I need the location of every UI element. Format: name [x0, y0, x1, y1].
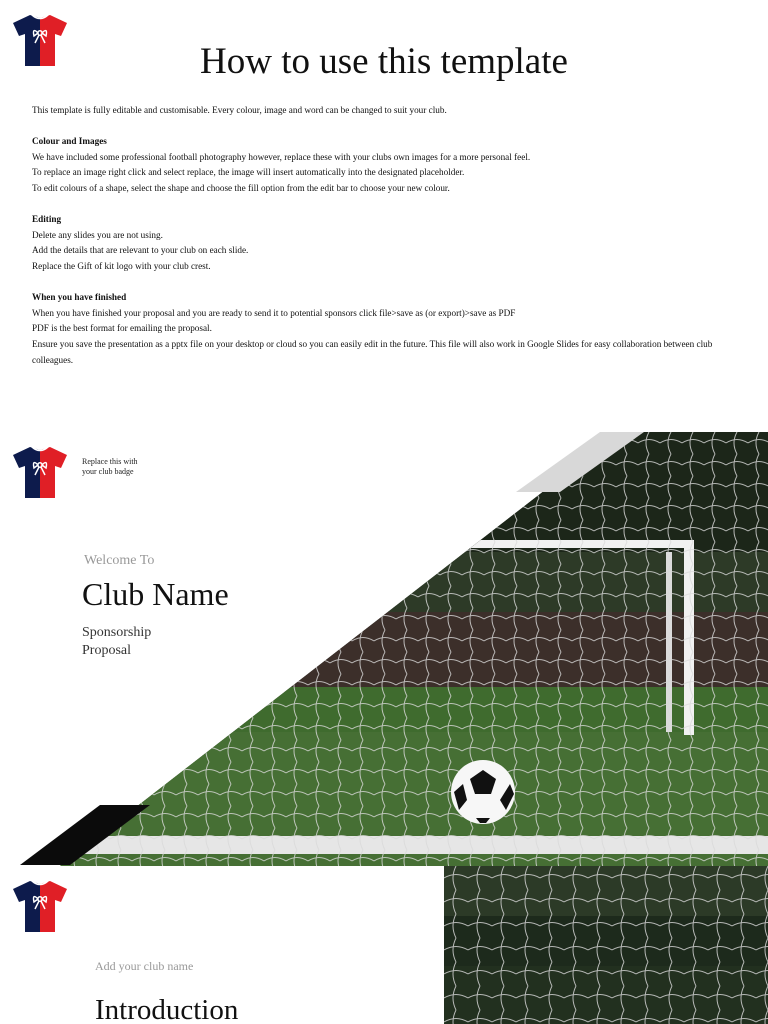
badge-hint: Replace this with your club badge — [82, 457, 138, 476]
sponsorship-text: Sponsorship — [82, 625, 152, 640]
body-line: Add the details that are relevant to your club on each slide. — [32, 245, 249, 256]
body-line: We have included some professional football photography however, replace these with your clubs own images for a more personal feel. — [32, 151, 531, 162]
tshirt-logo-icon — [10, 878, 70, 934]
page-title: How to use this template — [200, 41, 568, 82]
club-name-title: Club Name — [82, 576, 229, 612]
sponsorship-proposal-subtitle — [82, 624, 151, 660]
body-line: Delete any slides you are not using. — [32, 229, 163, 240]
editing-heading: Editing — [32, 214, 62, 225]
finished-heading: When you have finished — [32, 292, 127, 303]
body-line: To replace an image right click and select replace, the image will insert automatically into the designated placeholder. — [32, 167, 465, 178]
slide-welcome — [0, 432, 768, 866]
intro-text: This template is fully editable and customisable. Every colour, image and word can be changed to suit your club. — [32, 105, 447, 115]
body-line: Ensure you save the presentation as a pptx file on your desktop or cloud so you can easily edit in the future. This file will also work in Google Slides for easy collaboration between club colleagues. — [32, 338, 713, 365]
body-line: To edit colours of a shape, select the shape and choose the fill option from the edit bar to choose your new colour. — [32, 182, 450, 193]
welcome-label: Welcome To — [84, 553, 155, 568]
slide-introduction — [0, 866, 768, 1024]
introduction-heading: Introduction — [95, 994, 239, 1024]
tshirt-logo-icon — [10, 444, 70, 500]
body-line: When you have finished your proposal and you are ready to send it to potential sponsors click file>save as (or export)>save as PDF — [32, 307, 516, 318]
body-line: Replace the Gift of kit logo with your club crest. — [32, 260, 211, 271]
proposal-text: Proposal — [82, 643, 131, 658]
instructions-body — [32, 103, 752, 368]
body-line: PDF is the best format for emailing the proposal. — [32, 323, 212, 334]
goal-net-photo — [444, 866, 768, 1024]
colour-images-heading: Colour and Images — [32, 136, 107, 147]
slide-how-to-use — [0, 0, 768, 415]
add-club-name-label: Add your club name — [95, 959, 194, 973]
